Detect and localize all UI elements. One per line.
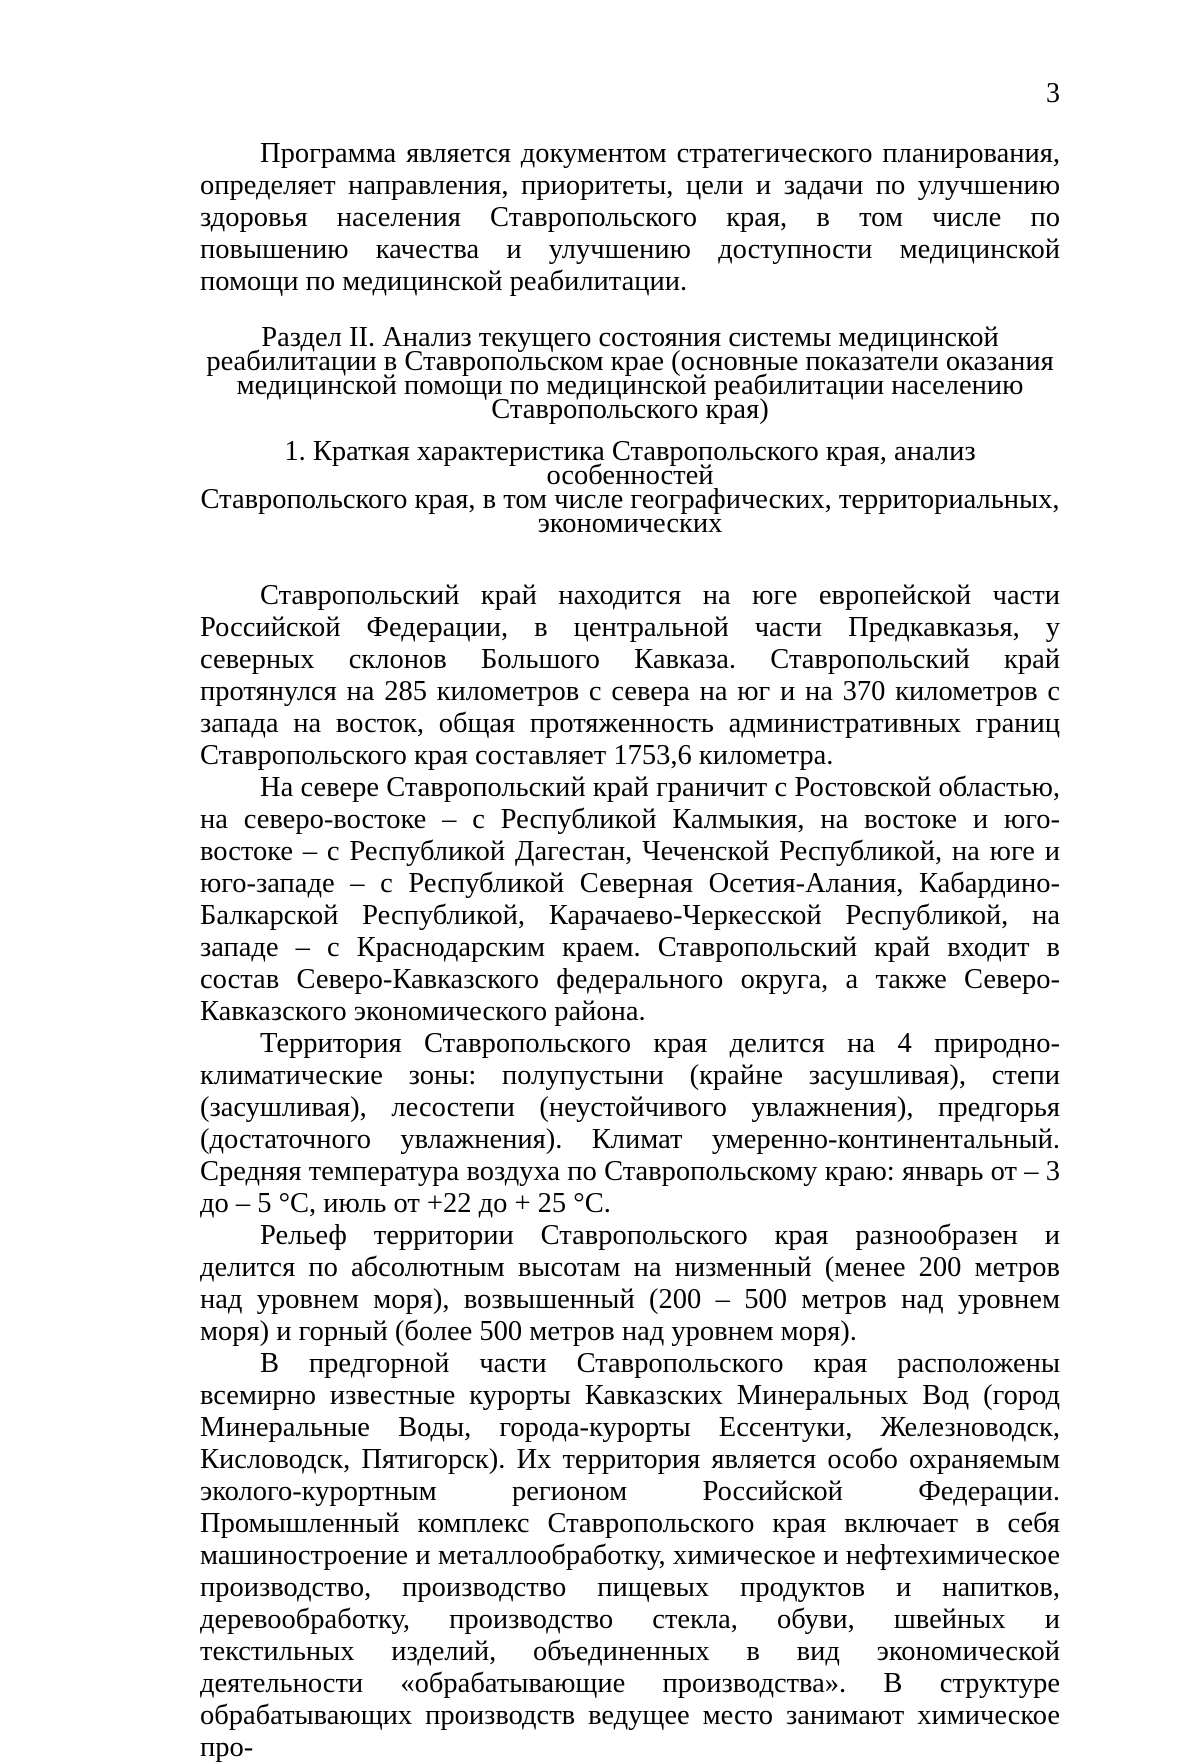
body-paragraph-location: Ставропольский край находится на юге европейской части Российской Федерации, в центральной части Предкавказья, у северных склонов Большого Кавказа. Ставропольский край протянулся на 285 километров с севера на юг и на 370 километров с запада на восток, общая протяженность административных границ Ставропольского края составляет 1753,6 километра. <box>200 580 1060 771</box>
section-heading-line: Раздел II. Анализ текущего состояния системы медицинской <box>261 322 999 353</box>
body-paragraph-climate: Территория Ставропольского края делится на 4 природно-климатические зоны: полупустыни (крайне засушливая), степи (засушливая), лесостепи (неустойчивого увлажнения), предгорья (достаточного увлажнения). Климат умеренно-континентальный. Средняя температура воздуха по Ставропольскому краю: январь от – 3 до – 5 °С, июль от +22 до + 25 °С. <box>200 1028 1060 1219</box>
section-heading-line: реабилитации в Ставропольском крае (основные показатели оказания <box>206 346 1054 377</box>
body-paragraph-borders: На севере Ставропольский край граничит с Ростовской областью, на северо-востоке – с Республикой Калмыкия, на востоке и юго-востоке – с Республикой Дагестан, Чеченской Республикой, на юге и юго-западе – с Республикой Северная Осетия-Алания, Кабардино-Балкарской Республикой, Карачаево-Черкесской Республикой, на западе – с Краснодарским краем. Ставропольский край входит в состав Северо-Кавказского федерального округа, а также Северо-Кавказского экономического района. <box>200 772 1060 1027</box>
body-paragraph-resorts-industry: В предгорной части Ставропольского края расположены всемирно известные курорты Кавказских Минеральных Вод (город Минеральные Воды, города-курорты Ессентуки, Железноводск, Кисловодск, Пятигорск). Их территория является особо охраняемым эколого-курортным регионом Российской Федерации. Промышленный комплекс Ставропольского края включает в себя машиностроение и металлообработку, химическое и нефтехимическое производство, производство пищевых продуктов и напитков, деревообработку, производство стекла, обуви, швейных и текстильных изделий, объединенных в вид экономической деятельности «обрабатывающие производства». В структуре обрабатывающих производств ведущее место занимают химическое про- <box>200 1348 1060 1763</box>
section-heading-line: Ставропольского края) <box>491 394 769 425</box>
section-heading-line: медицинской помощи по медицинской реабилитации населению <box>236 370 1024 401</box>
subsection-heading-line: экономических <box>537 508 723 539</box>
subsection-heading-line: 1. Краткая характеристика Ставропольского края, анализ особенностей <box>284 436 976 491</box>
subsection-heading <box>200 436 1060 539</box>
section-heading <box>200 322 1060 425</box>
body-paragraph-relief: Рельеф территории Ставропольского края разнообразен и делится по абсолютным высотам на низменный (менее 200 метров над уровнем моря), возвышенный (200 – 500 метров над уровнем моря) и горный (более 500 метров над уровнем моря). <box>200 1220 1060 1347</box>
intro-paragraph: Программа является документом стратегического планирования, определяет направления, приоритеты, цели и задачи по улучшению здоровья населения Ставропольского края, в том числе по повышению качества и улучшению доступности медицинской помощи по медицинской реабилитации. <box>200 138 1060 297</box>
document-body <box>200 138 1060 1764</box>
subsection-heading-line: Ставропольского края, в том числе географических, территориальных, <box>200 484 1060 515</box>
page-number: 3 <box>1046 78 1060 109</box>
